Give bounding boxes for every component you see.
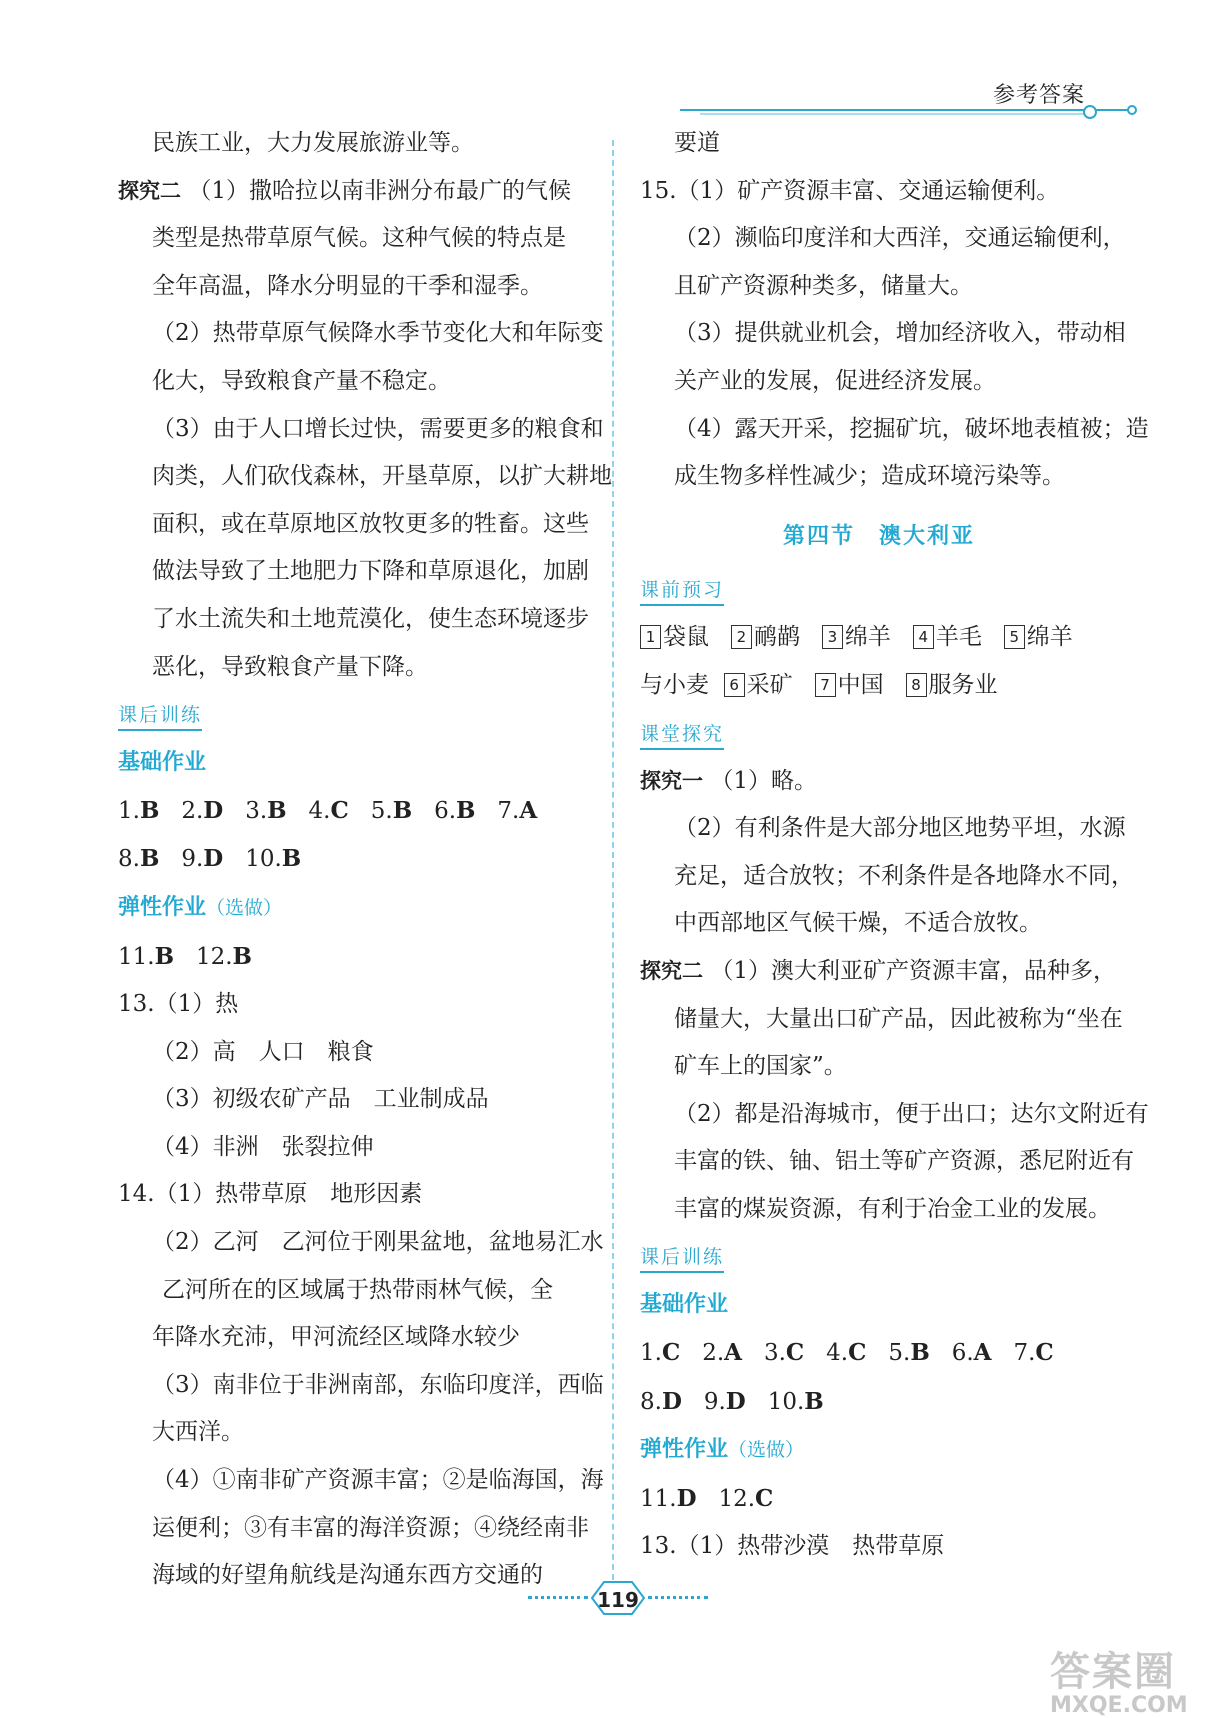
preview-answers: 与小麦 6 采矿 7 中国 8 服务业 (640, 671, 998, 698)
answer-row: 11.B 12.B (118, 942, 252, 970)
text-line: （2）乙河 乙河位于刚果盆地，盆地易汇水 (152, 1229, 604, 1256)
text-line: 13.（1）热带沙漠 热带草原 (640, 1533, 945, 1560)
text-line: （3）提供就业机会，增加经济收入，带动相 (674, 320, 1126, 347)
tag-kehou-xunlian: 课后训练 (118, 701, 202, 731)
number-box: 4 (913, 625, 934, 649)
text-line: （4）①南非矿产资源丰富；②是临海国，海 (152, 1467, 604, 1494)
text-line: 要道 (674, 130, 720, 156)
answer-row: 1.C 2.A 3.C 4.C 5.B 6.A 7.C (640, 1339, 1054, 1367)
text-line: 充足，适合放牧；不利条件是各地降水不同， (674, 862, 1134, 889)
section-title: 第四节 澳大利亚 (782, 522, 975, 549)
text-line: 类型是热带草原气候。这种气候的特点是 (152, 225, 566, 252)
text-line: （2）热带草原气候降水季节变化大和年际变 (152, 320, 604, 347)
number-box: 5 (1004, 625, 1025, 649)
number-box: 8 (906, 673, 927, 697)
page-number: 119 (597, 1588, 639, 1612)
section-basic-homework: 基础作业 (640, 1292, 729, 1318)
number-box: 3 (822, 625, 843, 649)
text-line: 肉类，人们砍伐森林，开垦草原，以扩大耕地 (152, 463, 612, 490)
text-line: 化大，导致粮食产量不稳定。 (152, 367, 451, 394)
text-span: （1）撒哈拉以南非洲分布最广的气候 (188, 177, 571, 204)
text-line: （3）南非位于非洲南部，东临印度洋，西临 (152, 1371, 604, 1398)
text-line: 矿车上的国家”。 (674, 1053, 847, 1080)
text-line: （2）高 人口 粮食 (152, 1038, 374, 1065)
text-line: 大西洋。 (152, 1419, 244, 1446)
preview-answers: 1 袋鼠 2 鸸鹋 3 绵羊 4 羊毛 5 绵羊 (640, 614, 1118, 662)
text-line: 探究一 （1）略。 (640, 767, 817, 794)
text-line: 14.（1）热带草原 地形因素 (118, 1181, 423, 1208)
text-line: 运便利；③有丰富的海洋资源；④绕经南非 (152, 1514, 589, 1541)
text-line: （3）初级农矿产品 工业制成品 (152, 1086, 489, 1113)
watermark-logo: 答案圈 MXQE.COM (1050, 1649, 1188, 1718)
tag-ketang-tanjiu: 课堂探究 (640, 720, 724, 750)
text-line: 关产业的发展，促进经济发展。 (674, 367, 996, 394)
footer-dots-right (648, 1596, 708, 1599)
column-divider (612, 140, 614, 1600)
text-line: 乙河所在的区域属于热带雨林气候，全 (162, 1276, 553, 1303)
text-line: 恶化，导致粮食产量下降。 (152, 653, 428, 680)
section-elastic-homework: 弹性作业（选做） (640, 1437, 805, 1463)
tag-keqian-yuxi: 课前预习 (640, 576, 724, 606)
text-line (118, 168, 596, 216)
text-line: （4）露天开采，挖掘矿坑，破坏地表植被；造 (674, 415, 1149, 442)
text-line: 年降水充沛，甲河流经区域降水较少 (152, 1324, 520, 1351)
text-line: 做法导致了土地肥力下降和草原退化，加剧 (152, 558, 589, 585)
text-line: 了水土流失和土地荒漠化，使生态环境逐步 (152, 605, 589, 632)
text-line: 全年高温，降水分明显的干季和湿季。 (152, 272, 543, 299)
right-column (640, 120, 1149, 1571)
answer-row: 8.D 9.D 10.B (640, 1387, 824, 1415)
text-line: （2）都是沿海城市，便于出口；达尔文附近有 (674, 1100, 1149, 1127)
number-box: 6 (724, 673, 745, 697)
text-line: 中西部地区气候干燥，不适合放牧。 (674, 910, 1042, 937)
text-line: 面积，或在草原地区放牧更多的牲畜。这些 (152, 510, 589, 537)
footer-dots-left (528, 1596, 588, 1599)
answer-row: 8.B 9.D 10.B (118, 845, 302, 873)
number-box: 2 (731, 625, 752, 649)
answer-row: 11.D 12.C (640, 1484, 774, 1512)
text-line: 13.（1）热 (118, 991, 239, 1018)
text-line: （3）由于人口增长过快，需要更多的粮食和 (152, 415, 604, 442)
number-box: 7 (815, 673, 836, 697)
text-line: 成生物多样性减少；造成环境污染等。 (674, 463, 1065, 490)
text-line: 丰富的铁、铀、铝土等矿产资源，悉尼附近有 (674, 1148, 1134, 1175)
text-line: （4）非洲 张裂拉伸 (152, 1133, 374, 1160)
tanjiu-label: 探究一 (640, 768, 703, 793)
text-line: 丰富的煤炭资源，有利于冶金工业的发展。 (674, 1195, 1111, 1222)
text-line: 且矿产资源种类多，储量大。 (674, 272, 973, 299)
number-box: 1 (640, 625, 661, 649)
text-line: 储量大，大量出口矿产品，因此被称为“坐在 (674, 1005, 1123, 1032)
left-column (118, 120, 612, 1600)
section-basic-homework: 基础作业 (118, 750, 207, 776)
tanjiu-label: 探究二 (640, 958, 703, 983)
text-line: 海域的好望角航线是沟通东西方交通的 (152, 1562, 543, 1589)
text-line: （2）有利条件是大部分地区地势平坦，水源 (674, 815, 1126, 842)
tanjiu-label: 探究二 (118, 178, 181, 203)
text-line: 15.（1）矿产资源丰富、交通运输便利。 (640, 177, 1060, 204)
header-title: 参考答案 (993, 83, 1086, 108)
text-line: （2）濒临印度洋和大西洋，交通运输便利， (674, 225, 1126, 252)
answer-row: 1.B 2.D 3.B 4.C 5.B 6.B 7.A (118, 796, 538, 824)
tag-kehou-xunlian: 课后训练 (640, 1243, 724, 1273)
text-line: 探究二 （1）澳大利亚矿产资源丰富，品种多， (640, 957, 1116, 984)
text-line: 民族工业，大力发展旅游业等。 (152, 130, 474, 156)
section-elastic-homework: 弹性作业（选做） (118, 894, 283, 920)
